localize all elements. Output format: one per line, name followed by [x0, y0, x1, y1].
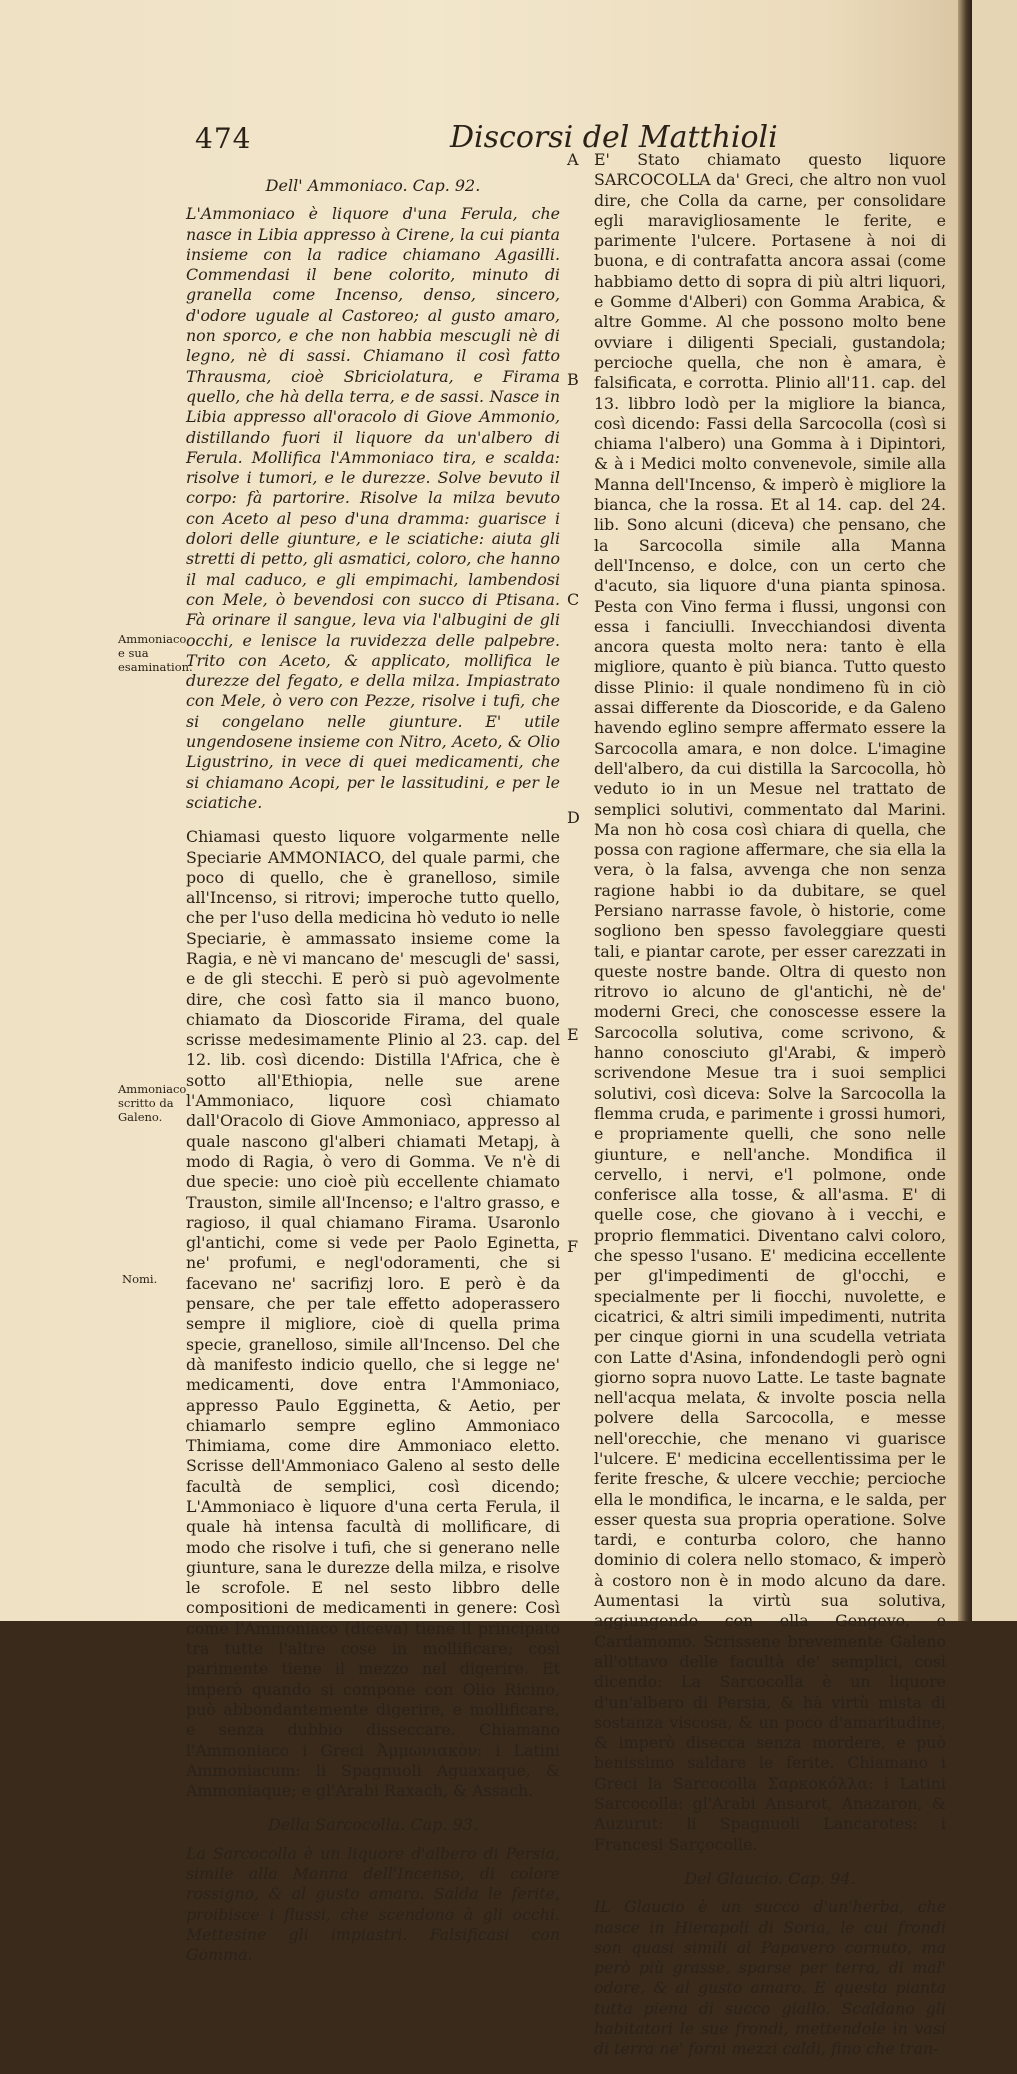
chapter-93-commentary: E' Stato chiamato questo liquore SARCOCOLLA da' Greci, che altro non vuol dire, che Colla da carne, per consolidare egli maravigliosamente le ferite, e parimente l'ulcere. Portasene à noi di buona, e di contrafatta ancora assai (come habbiamo detto di sopra di più altri liquori, e Gomme d'Alberi) con Gomma Arabica, & altre Gomme. Al che possono molto bene ovviare i diligenti Speciali, gustandola; percioche quella, che non è amara, è falsificata, e corrotta. Plinio all'11. cap. del 13. libbro lodò per la migliore la bianca, così dicendo: Fassi della Sarcocolla (così si chiama l'albero) una Gomma à i Dipintori, & à i Medici molto convenevole, simile alla Manna dell'Incenso, & imperò è migliore la bianca, che la rossa. Et al 14. cap. del 24. lib. Sono alcuni (diceva) che pensano, che la Sarcocolla simile alla Manna dell'Incenso, e dolce, con un certo che d'acuto, sia liquore d'una pianta spinosa. Pesta con Vino ferma i flussi, ungonsi con essa i fanciulli. Invecchiandosi diventa ancora questa molto nera: tanto è ella migliore, quanto è più bianca. Tutto questo disse Plinio: il quale nondimeno fù in ciò assai differente da Dioscoride, e da Galeno havendo eglino sempre affermato essere la Sarcocolla amara, e non dolce. L'imagine dell'albero, da cui distilla la Sarcocolla, hò veduto io in un Mesue nel trattato de semplici solutivi, commentato dal Marini. Ma non hò cosa così chiara di quella, che possa con ragione affermare, che sia ella la vera, ò la falsa, avvenga che non senza ragione habbi io da dubitare, se quel Persiano narrasse favole, ò historie, come sogliono ben spesso favoleggiare questi tali, e piantar carote, per esser carezzati in queste nostre bande. Oltra di questo non ritrovo io alcuno de gl'antichi, nè de' moderni Greci, che conoscesse essere la Sarcocolla solutiva, come scrivono, & hanno conosciuto gl'Arabi, & imperò scrivendone Mesue tra i suoi semplici solutivi, così diceva: Solve la Sarcocolla la flemma cruda, e parimente i grossi humori, e propriamente quelli, che sono nelle giunture, e nell'anche. Mondifica il cervello, i nervi, e'l polmone, onde conferisce alla tosse, & all'asma. E' di quelle cose, che giovano à i vecchi, e proprio flemmatici. Diventano calvi coloro, che spesso l'usano. E' medicina eccellente per gl'impedimenti de gl'occhi, e specialmente per li fiocchi, nuvolette, e cicatrici, & altri simili impedimenti, nutrita per cinque giorni in una scudella vetriata con Latte d'Asina, infondendogli però ogni giorno sopra nuovo Latte. Le taste bagnate nell'acqua melata, & involte poscia nella polvere della Sarcocolla, e messe nell'orecchie, che menano vi guarisce l'ulcere. E' medicina eccellentissima per le ferite fresche, & ulcere vecchie; percioche ella le mondifica, le incarna, e le salda, per esser questa sua propria operatione. Solve tardi, e conturba coloro, che hanno dominio di colera nello stomaco, & imperò à costoro non è in modo alcuno da dare. Aumentasi la virtù sua solutiva, aggiungendo con ella Gengevo, e Cardamomo. Scrissene brevemente Galeno all'ottavo delle facultà de' semplici, così dicendo: La Sarcocolla è un liquore d'un'albero di Persia, & hà virtù mista di sostanza viscosa, & un poco d'amaritudine, & imperò disecca senza mordere, e può benissimo saldare le ferite. Chiamano i Greci la Sarcocolla Σαρκοκόλλα: i Latini Sarcocolla: gl'Arabi Ansarot, Anazaron, & Auzurut: li Spagnuoli Lancarotes: i Francesi Sarçocolle. [594, 150, 946, 1854]
margin-letter-d: D [567, 808, 580, 827]
margin-note-ammoniaco-esame: Ammoniaco e sua esamination. [118, 632, 193, 674]
chapter-94-dioscorides-text: IL Glaucio è un succo d'un'herba, che nasce in Hierapoli di Soria, le cui frondi son quasi simili al Papavero cornuto, ma però più grasse, sparse per terra, di mal' odore, & al gusto amaro. E questa pianta tutta piena di succo giallo. Scaldano gli habitatori le sue frondi, mettendole in vasi di terra ne' forni mezzi caldi, fino che tran- [594, 1897, 946, 2059]
facing-page-edge [972, 0, 1017, 1621]
chapter-92-commentary: Chiamasi questo liquore volgarmente nelle Speciarie AMMONIACO, del quale parmi, che poco di quello, che è granelloso, simile all'Incenso, si ritrovi; imperoche tutto quello, che per l'uso della medicina hò veduto io nelle Speciarie, è ammassato insieme come la Ragia, e nè vi mancano de' mescugli de' sassi, e de gli stecchi. E però si può agevolmente dire, che così fatto sia il manco buono, chiamato da Dioscoride Firama, del quale scrisse medesimamente Plinio al 23. cap. del 12. lib. così dicendo: Distilla l'Africa, che è sotto all'Ethiopia, nelle sue arene l'Ammoniaco, liquore così chiamato dall'Oracolo di Giove Ammoniaco, appresso al quale nascono gl'alberi chiamati Metapj, à modo di Ragia, ò vero di Gomma. Ve n'è di due specie: uno cioè più eccellente chiamato Trauston, simile all'Incenso; e l'altro grasso, e ragioso, il qual chiamano Firama. Usaronlo gl'antichi, come si vede per Paolo Eginetta, ne' profumi, e negl'odoramenti, che si facevano ne' sacrifizj loro. E però è da pensare, che per tale effetto adoperassero sempre il migliore, cioè di quella prima specie, granelloso, simile all'Incenso. Del che dà manifesto indicio quello, che si legge ne' medicamenti, dove entra l'Ammoniaco, appresso Paulo Egginetta, & Aetio, per chiamarlo sempre eglino Ammoniaco Thimiama, come dire Ammoniaco eletto. Scrisse dell'Ammoniaco Galeno al sesto delle facultà de semplici, così dicendo; L'Ammoniaco è liquore d'una certa Ferula, il quale hà intensa facultà di mollificare, di modo che risolve i tufi, che si generano nelle giunture, sana le durezze della milza, e risolve le scrofole. E nel sesto libbro delle compositioni de medicamenti in genere: Così come l'Ammoniaco (diceva) tiene il principato tra tutte l'altre cose in mollificare; così parimente tiene il mezzo nel digerire. Et imperò quando si compone con Olio Ricino, può abbondantemente digerire, e mollificare, e senza dubbio disseccare. Chiamano l'Ammoniaco i Greci Ἀμμωνιακὸν: i Latini Ammoniacum: li Spagnuoli Aguaxaque, & Ammoniaque; e gl'Arabi Raxach, & Assach. [186, 827, 560, 1801]
margin-letter-c: C [567, 590, 580, 609]
chapter-92-heading: Dell' Ammoniaco. Cap. 92. [265, 176, 481, 195]
margin-letter-b: B [567, 370, 579, 389]
margin-letter-a: A [567, 150, 579, 169]
chapter-94-heading: Del Glaucio. Cap. 94. [684, 1868, 856, 1888]
chapter-93-heading: Della Sarcocolla. Cap. 93. [267, 1815, 479, 1835]
book-spine [958, 0, 972, 1621]
right-column [594, 150, 946, 2074]
chapter-92-dioscorides-text: L'Ammoniaco è liquore d'una Ferula, che nasce in Libia appresso à Cirene, la cui pianta insieme con la radice chiamano Agasilli. Commendasi il bene colorito, minuto di granella come Incenso, denso, sincero, d'odore uguale al Castoreo; al gusto amaro, non sporco, e che non habbia mescugli nè di legno, nè di sassi. Chiamano il così fatto Thrausma, cioè Sbriciolatura, e Firama quello, che hà della terra, e de sassi. Nasce in Libia appresso all'oracolo di Giove Ammonio, distillando fuori il liquore da un'albero di Ferula. Mollifica l'Ammoniaco tira, e scalda: risolve i tumori, e le durezze. Solve bevuto il corpo: fà partorire. Risolve la milza bevuto con Aceto al peso d'una dramma: guarisce i dolori delle giunture, e le sciatiche: aiuta gli stretti di petto, gli asmatici, coloro, che hanno il mal caduco, e gli empimachi, lambendosi con Mele, ò bevendosi con succo di Ptisana. Fà orinare il sangue, leva via l'albugini de gli occhi, e lenisce la ruvidezza delle palpebre. Trito con Aceto, & applicato, mollifica le durezze del fegato, e della milza. Impiastrato con Mele, ò vero con Pezze, risolve i tufi, che si congelano nelle giunture. E' utile ungendosene insieme con Nitro, Aceto, & Olio Ligustrino, in vece di quei medicamenti, che si chiamano Acopi, per le lassitudini, e per le sciatiche. [186, 204, 560, 812]
chapter-93-dioscorides-text: La Sarcocolla è un liquore d'albero di Persia, simile alla Manna dell'Incenso, di colore rossigno, & al gusto amaro. Salda le ferite, proibisce i flussi, che scendono à gli occhi. Mettesine gli impiastri. Falsificasi con Gomma. [186, 1843, 560, 1965]
page-number: 474 [195, 122, 252, 155]
margin-note-ammoniaco-galeno: Ammoniaco scritto da Galeno. [118, 1082, 187, 1124]
running-title: Discorsi del Matthioli [450, 120, 778, 155]
margin-letter-f: F [567, 1237, 579, 1256]
margin-note-nomi: Nomi. [122, 1272, 158, 1286]
margin-letter-e: E [567, 1025, 579, 1044]
left-column [186, 172, 560, 1980]
